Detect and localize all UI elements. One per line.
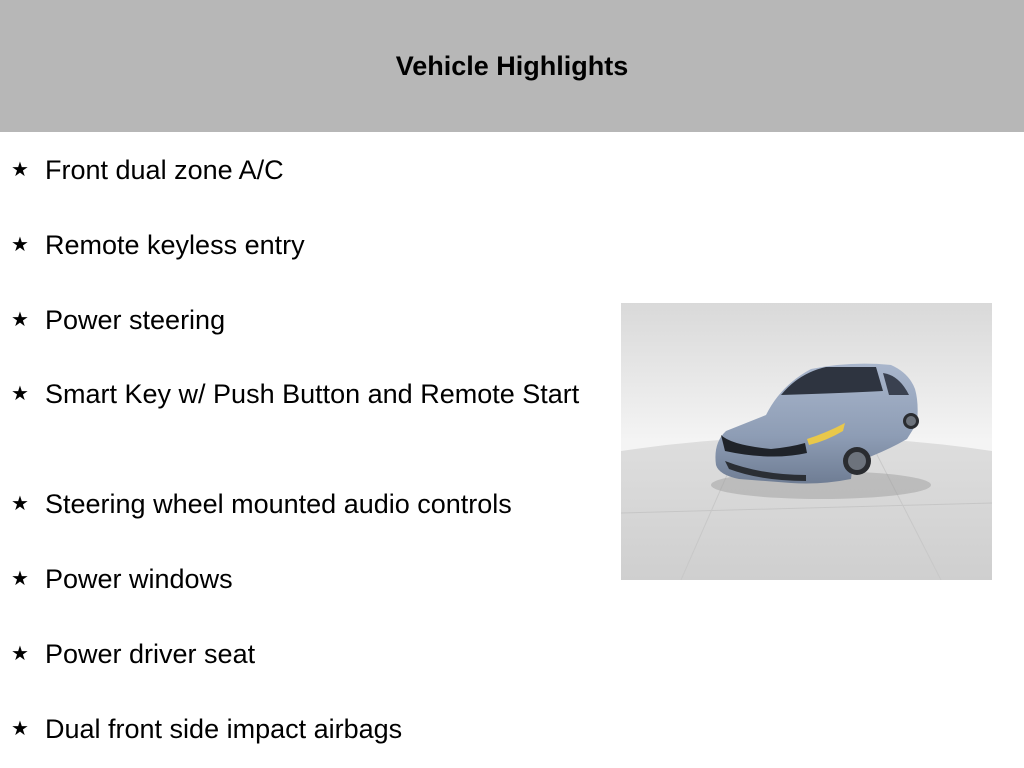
highlight-text: Power steering <box>45 305 226 335</box>
page-title: Vehicle Highlights <box>395 50 629 81</box>
highlight-text: Smart Key w/ Push Button and Remote Start <box>45 379 580 409</box>
list-item <box>0 377 590 411</box>
highlight-text: Power windows <box>45 564 233 594</box>
star-icon: ★ <box>11 309 29 331</box>
list-item <box>0 303 590 337</box>
list-item <box>0 487 590 521</box>
star-icon: ★ <box>11 234 29 256</box>
list-item <box>0 637 590 671</box>
star-icon: ★ <box>11 568 29 590</box>
star-icon: ★ <box>11 159 29 181</box>
highlight-text: Remote keyless entry <box>45 230 305 260</box>
vehicle-photo <box>621 303 992 580</box>
star-icon: ★ <box>11 718 29 740</box>
star-icon: ★ <box>11 643 29 665</box>
list-item <box>0 153 590 187</box>
list-item <box>0 562 590 596</box>
highlight-text: Steering wheel mounted audio controls <box>45 489 512 519</box>
star-icon: ★ <box>11 383 29 405</box>
highlight-text: Power driver seat <box>45 639 256 669</box>
highlight-text: Dual front side impact airbags <box>45 714 403 744</box>
star-icon: ★ <box>11 493 29 515</box>
list-item <box>0 228 590 262</box>
highlight-text: Front dual zone A/C <box>45 155 284 185</box>
header-banner <box>0 0 1024 132</box>
list-item <box>0 712 590 746</box>
